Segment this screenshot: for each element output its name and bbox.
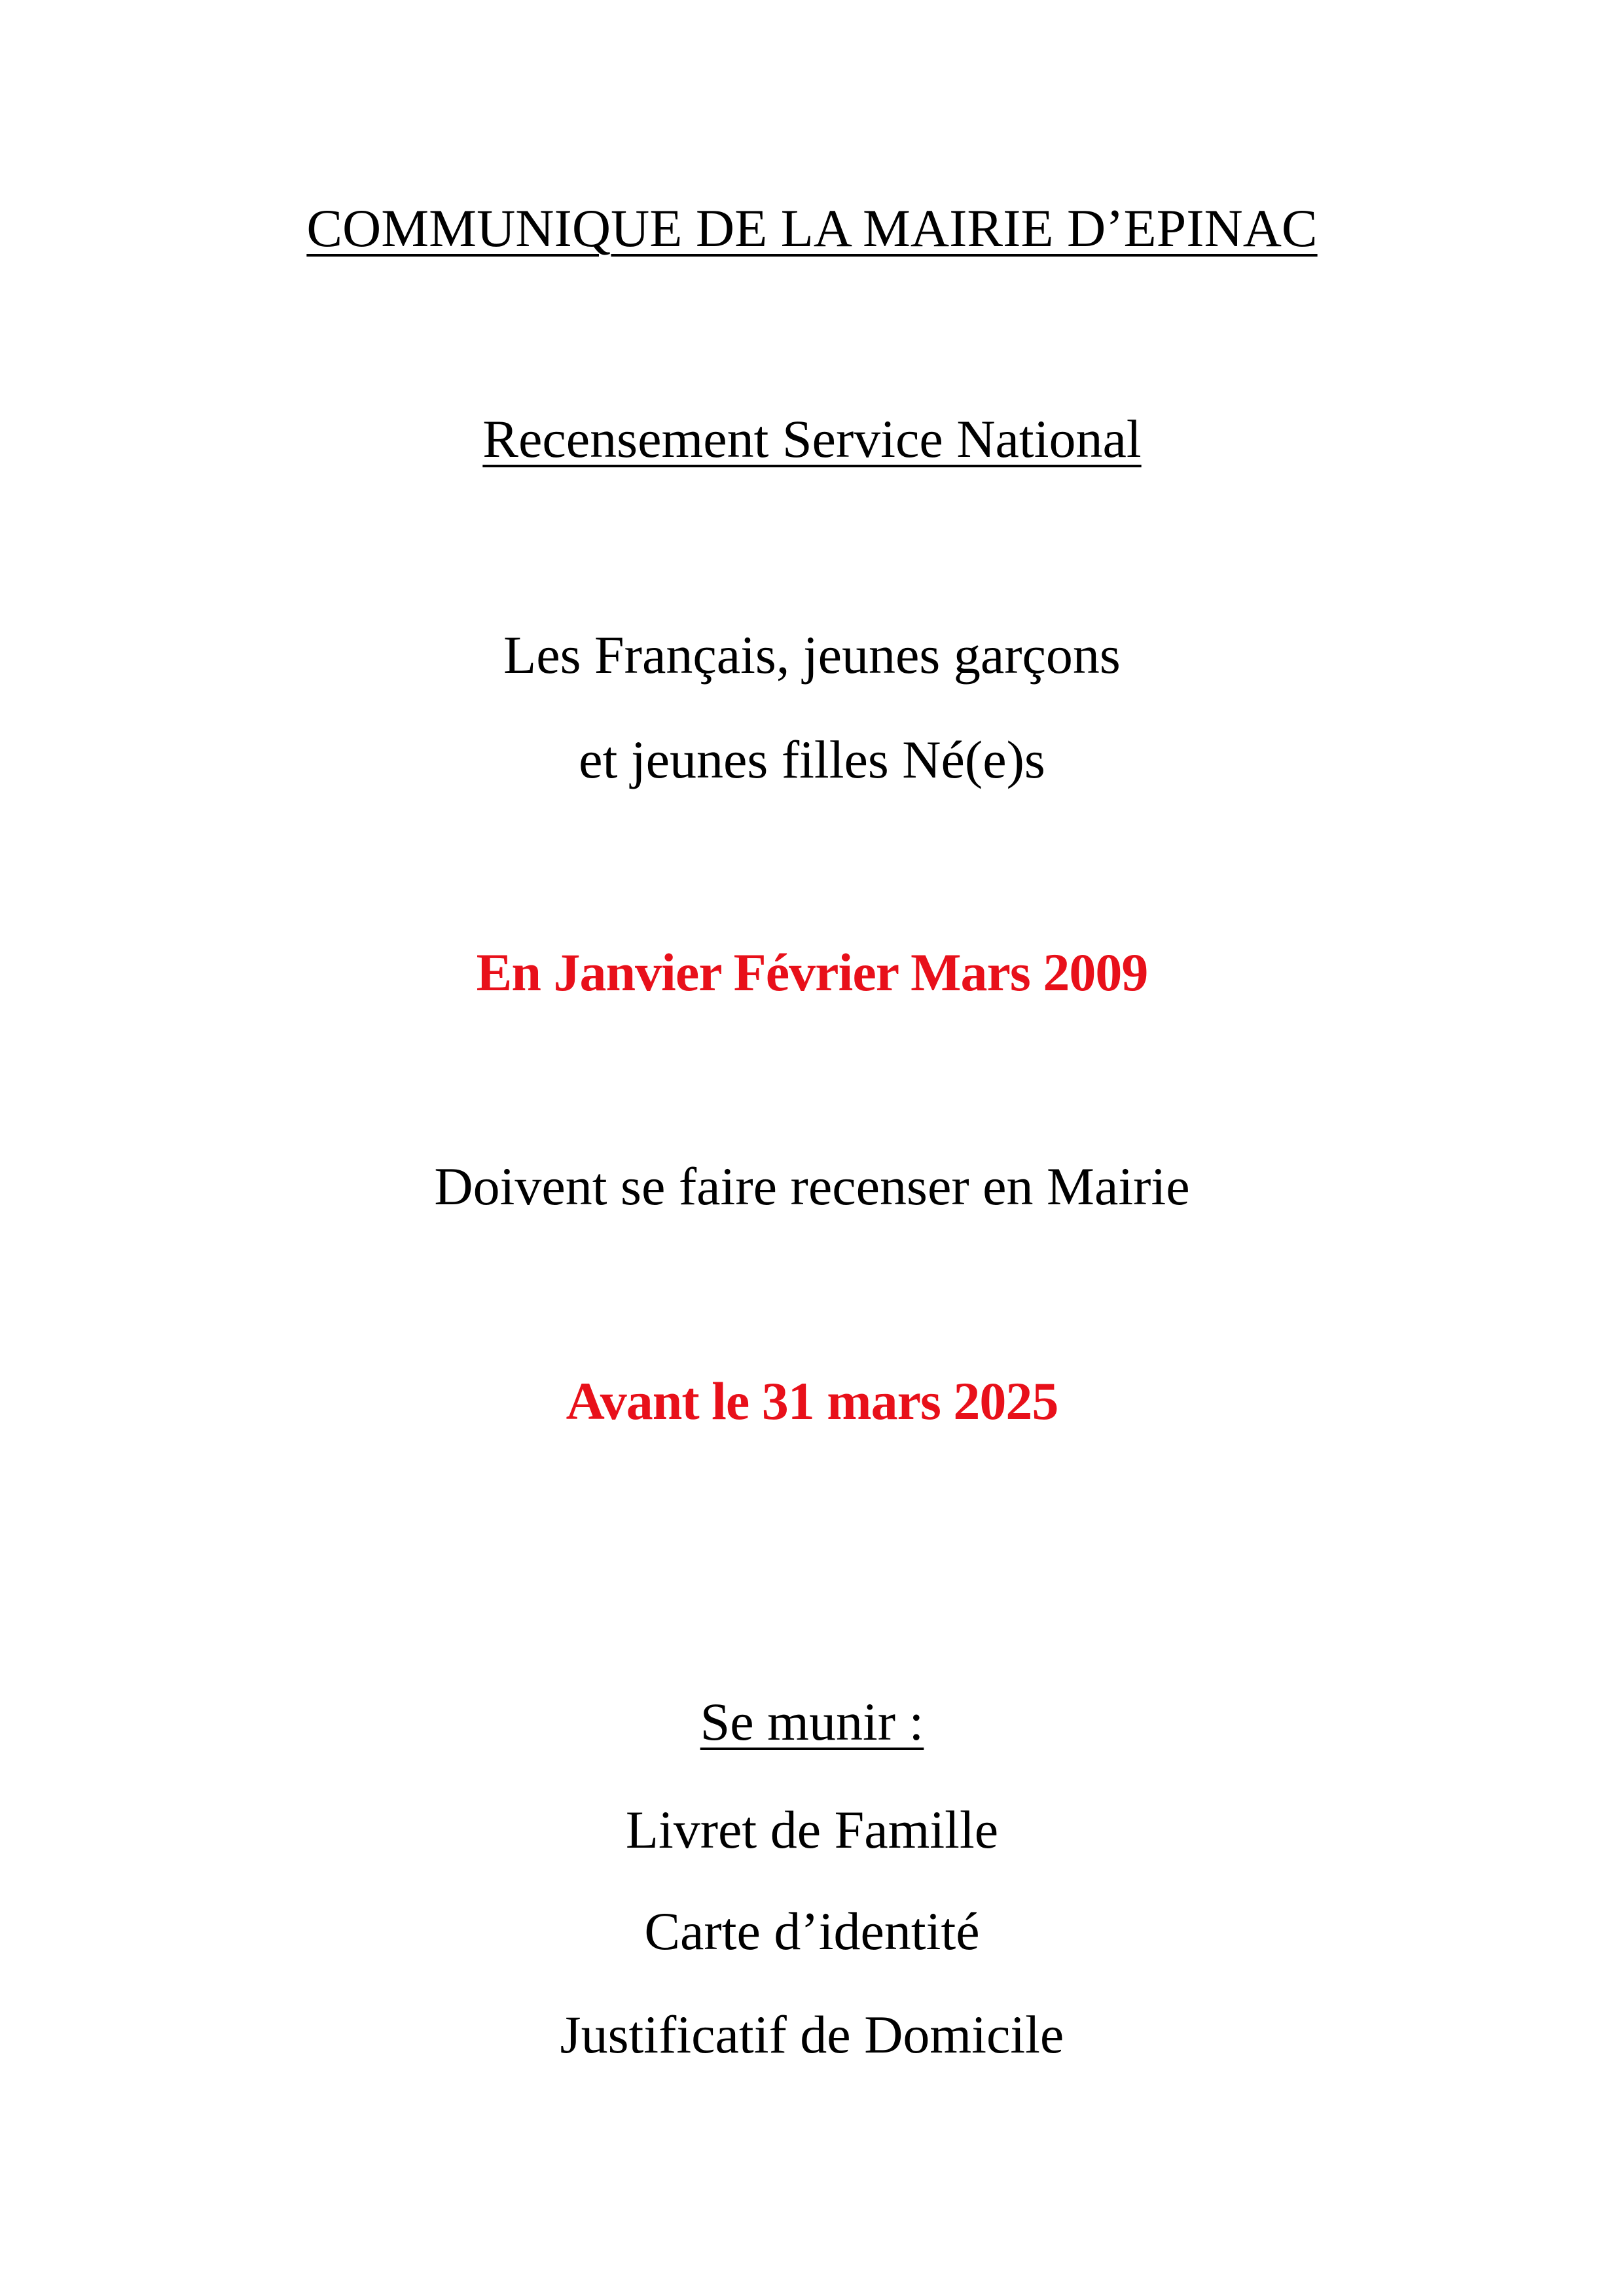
required-heading: Se munir : (700, 1692, 924, 1751)
page-title: COMMUNIQUE DE LA MAIRIE D’EPINAC (306, 198, 1318, 258)
required-item-id-card: Carte d’identité (644, 1901, 980, 1961)
intro-line-2: et jeunes filles Né(e)s (579, 730, 1045, 789)
intro-line-1: Les Français, jeunes garçons (503, 625, 1121, 685)
instruction-text: Doivent se faire recenser en Mairie (434, 1157, 1190, 1216)
required-item-family-booklet: Livret de Famille (625, 1800, 999, 1859)
page-subtitle: Recensement Service National (482, 409, 1142, 469)
birth-period: En Janvier Février Mars 2009 (476, 942, 1148, 1002)
deadline-text: Avant le 31 mars 2025 (566, 1371, 1058, 1431)
required-item-proof-of-address: Justificatif de Domicile (560, 2005, 1064, 2064)
